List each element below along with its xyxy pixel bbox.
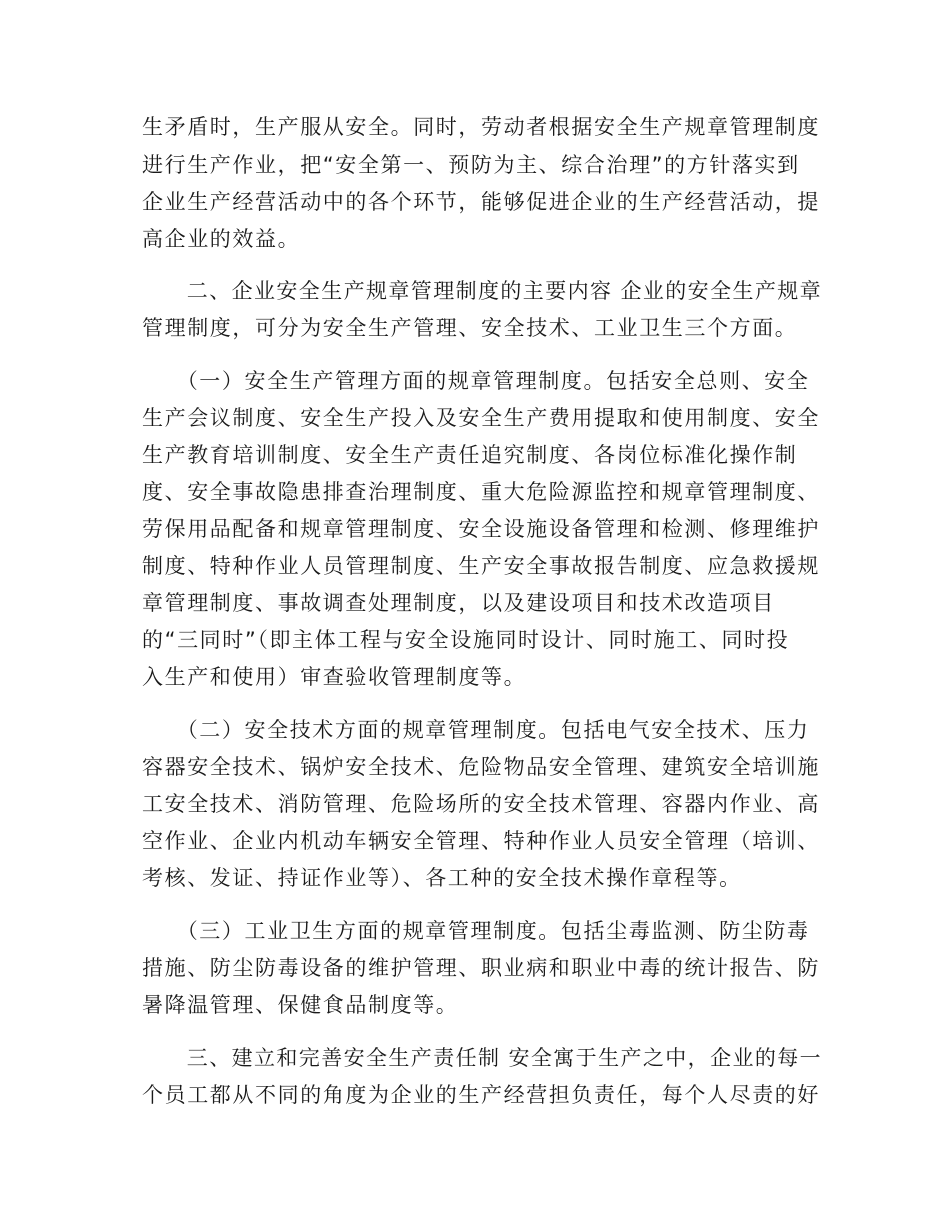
text-line: 二、企业安全生产规章管理制度的主要内容 企业的安全生产规章	[142, 279, 823, 303]
text-line: （二）安全技术方面的规章管理制度。包括电气安全技术、压力	[142, 718, 810, 742]
text-line: 个员工都从不同的角度为企业的生产经营担负责任，每个人尽责的好	[142, 1083, 820, 1107]
text-line: 管理制度，可分为安全生产管理、安全技术、工业卫生三个方面。	[142, 316, 798, 340]
text-line: 劳保用品配备和规章管理制度、安全设施设备管理和检测、修理维护	[142, 517, 820, 541]
text-line: 生矛盾时，生产服从安全。同时，劳动者根据安全生产规章管理制度	[142, 115, 820, 139]
text-line: 章管理制度、事故调查处理制度，以及建设项目和技术改造项目	[142, 591, 775, 615]
text-line: 高企业的效益。	[142, 227, 301, 251]
text-line: 容器安全技术、锅炉安全技术、危险物品安全管理、建筑安全培训施	[142, 755, 820, 779]
text-line: 度、安全事故隐患排查治理制度、重大危险源监控和规章管理制度、	[142, 480, 820, 504]
text-line: 生产教育培训制度、安全生产责任追究制度、各岗位标准化操作制	[142, 443, 798, 467]
text-line: 工安全技术、消防管理、危险场所的安全技术管理、容器内作业、高	[142, 792, 820, 816]
text-line: 进行生产作业，把“安全第一、预防为主、综合治理”的方针落实到	[142, 153, 800, 177]
text-line: （三）工业卫生方面的规章管理制度。包括尘毒监测、防尘防毒	[142, 919, 810, 943]
text-line: 空作业、企业内机动车辆安全管理、特种作业人员安全管理（培训、	[142, 829, 820, 853]
text-line: 生产会议制度、安全生产投入及安全生产费用提取和使用制度、安全	[142, 406, 820, 430]
text-line: 暑降温管理、保健食品制度等。	[142, 993, 459, 1017]
text-line: 入生产和使用）审查验收管理制度等。	[142, 665, 527, 689]
text-line: 三、建立和完善安全生产责任制 安全寓于生产之中，企业的每一	[142, 1046, 823, 1070]
text-line: （一）安全生产管理方面的规章管理制度。包括安全总则、安全	[142, 369, 810, 393]
text-line: 的“三同时”（即主体工程与安全设施同时设计、同时施工、同时投	[142, 628, 790, 652]
text-line: 制度、特种作业人员管理制度、生产安全事故报告制度、应急救援规	[142, 554, 820, 578]
text-line: 企业生产经营活动中的各个环节，能够促进企业的生产经营活动，提	[142, 190, 820, 214]
text-line: 措施、防尘防毒设备的维护管理、职业病和职业中毒的统计报告、防	[142, 956, 820, 980]
text-line: 考核、发证、持证作业等）、各工种的安全技术操作章程等。	[142, 866, 742, 890]
